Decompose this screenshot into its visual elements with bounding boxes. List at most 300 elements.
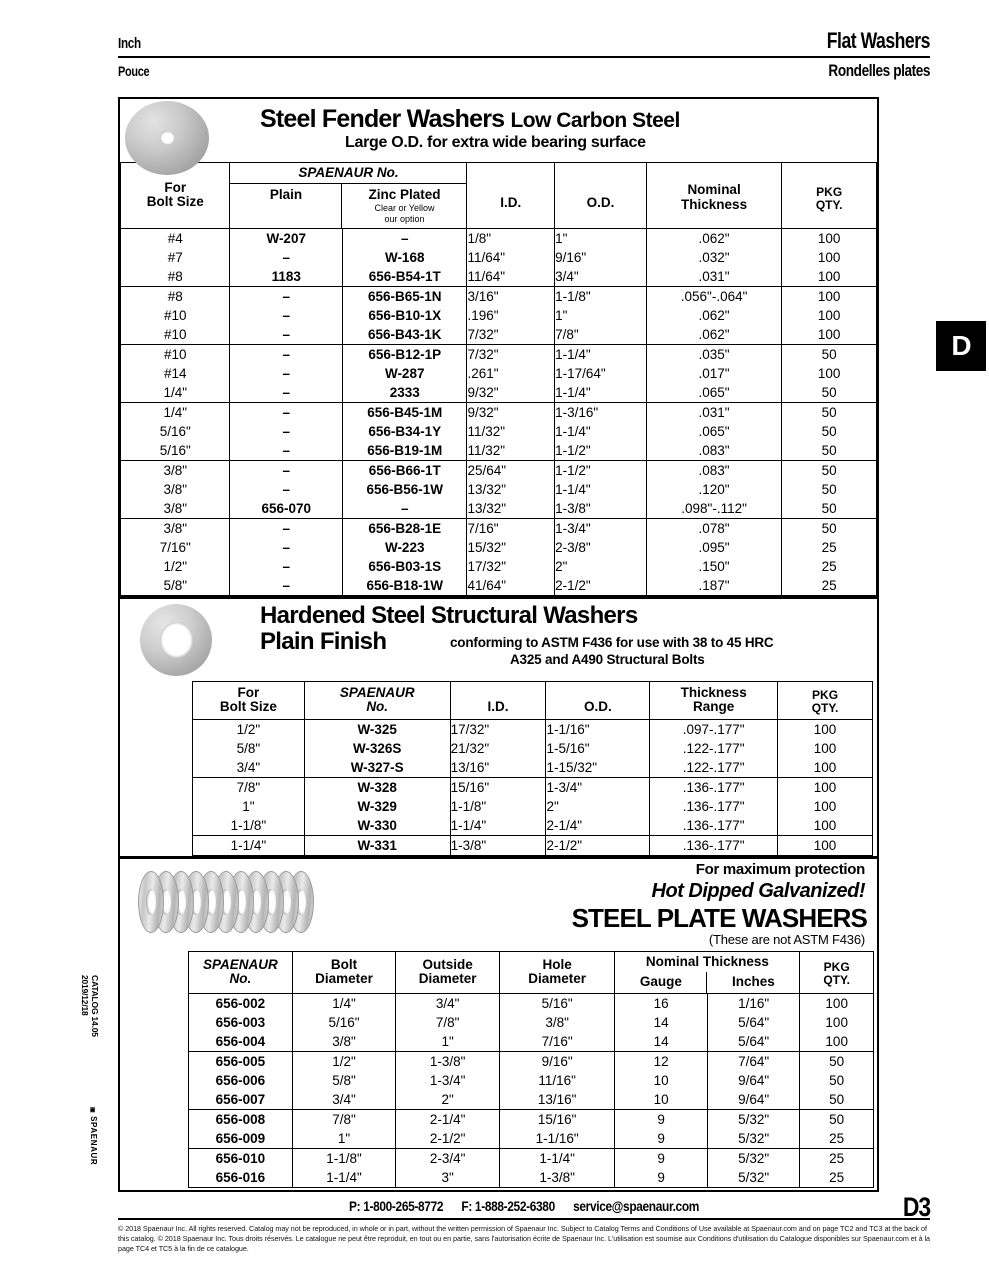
cell-id: 9/32" (467, 383, 555, 403)
cell-od: 1-1/4" (555, 422, 647, 441)
cell-thickness: .031" (646, 267, 782, 287)
cell-thickness: .062" (646, 325, 782, 345)
cell-pkg-qty: 100 (782, 287, 877, 307)
cell-bolt-size: 1-1/4" (193, 836, 305, 856)
cell-bolt-size: 5/16" (121, 422, 230, 441)
cell-pkg-qty: 50 (782, 383, 877, 403)
cell-inches: 5/32" (707, 1149, 800, 1169)
table-row (121, 422, 877, 441)
cell-bolt-diameter: 7/8" (292, 1110, 396, 1130)
cell-zinc-no: 656-B43-1K (342, 325, 467, 345)
table-row (189, 1129, 874, 1149)
cell-thickness-range: .122-.177" (650, 758, 778, 778)
table-row (121, 557, 877, 576)
table-row (121, 538, 877, 557)
cell-gauge: 12 (615, 1052, 708, 1072)
cell-bolt-diameter: 1/4" (292, 994, 396, 1014)
cell-spaenaur-no: 656-016 (189, 1168, 293, 1188)
th-od: O.D. (555, 163, 647, 229)
th3-pkg-qty: PKG QTY. (800, 952, 874, 994)
cell-plain-no: – (230, 441, 342, 461)
cell-thickness: .120" (646, 480, 782, 499)
table-row (121, 287, 877, 307)
footer-email[interactable]: service@spaenaur.com (573, 1198, 699, 1214)
cell-thickness-range: .136-.177" (650, 797, 778, 816)
cell-hole-diameter: 5/16" (499, 994, 614, 1014)
cell-od: 7/8" (555, 325, 647, 345)
section2-note-line2: A325 and A490 Structural Bolts (510, 652, 705, 668)
cell-plain-no: 656-070 (230, 499, 342, 519)
cell-od: 1-5/16" (546, 739, 650, 758)
cell-spaenaur-no: 656-002 (189, 994, 293, 1014)
cell-od: 1-3/8" (555, 499, 647, 519)
section2-title-area (120, 599, 877, 681)
cell-zinc-no: – (342, 499, 467, 519)
th3-outside-diameter: Outside Diameter (396, 952, 500, 994)
cell-outside-diameter: 2-1/4" (396, 1110, 500, 1130)
cell-bolt-size: 3/8" (121, 499, 230, 519)
table-row (189, 1013, 874, 1032)
cell-od: 2-1/2" (555, 576, 647, 596)
cell-pkg-qty: 50 (800, 1090, 874, 1110)
cell-bolt-size: #10 (121, 325, 230, 345)
cell-outside-diameter: 7/8" (396, 1013, 500, 1032)
th-bolt-size: For Bolt Size (121, 163, 230, 229)
cell-od: 2" (555, 557, 647, 576)
table-row (121, 499, 877, 519)
cell-plain-no: – (230, 248, 342, 267)
fender-washer-image (125, 101, 209, 175)
cell-od: 1-3/16" (555, 403, 647, 423)
cell-zinc-no: 656-B19-1M (342, 441, 467, 461)
section2-title-line1: Hardened Steel Structural Washers (260, 602, 638, 630)
cell-plain-no: – (230, 461, 342, 481)
table-row (121, 576, 877, 596)
section1-subtitle: Large O.D. for extra wide bearing surface (345, 134, 646, 151)
cell-bolt-size: 1/4" (121, 403, 230, 423)
cell-bolt-size: #10 (121, 306, 230, 325)
side-catalog-version (80, 975, 100, 1037)
section3-tagline: For maximum protection (695, 861, 865, 879)
cell-bolt-size: 1/2" (121, 557, 230, 576)
cell-thickness: .035" (646, 345, 782, 365)
table-row (121, 248, 877, 267)
cell-pkg-qty: 100 (778, 739, 873, 758)
th2-id: I.D. (450, 682, 546, 720)
cell-id: 1/8" (467, 229, 555, 249)
table-row (193, 816, 873, 836)
cell-bolt-size: 1/4" (121, 383, 230, 403)
cell-thickness: .062" (646, 306, 782, 325)
cell-pkg-qty: 100 (778, 758, 873, 778)
th2-thickness-range: Thickness Range (650, 682, 778, 720)
table-row (189, 1032, 874, 1052)
cell-pkg-qty: 25 (800, 1168, 874, 1188)
cell-bolt-size: #7 (121, 248, 230, 267)
table-row (121, 345, 877, 365)
cell-bolt-diameter: 1-1/8" (292, 1149, 396, 1169)
cell-spaenaur-no: 656-003 (189, 1013, 293, 1032)
footer-phone[interactable]: P: 1-800-265-8772 (349, 1198, 444, 1214)
cell-outside-diameter: 1" (396, 1032, 500, 1052)
table-row (189, 1052, 874, 1072)
side-catalog-number: CATALOG 14.05 (90, 975, 100, 1037)
cell-bolt-size: 3/8" (121, 519, 230, 539)
cell-pkg-qty: 100 (778, 797, 873, 816)
cell-plain-no: 1183 (230, 267, 342, 287)
section2-title-line2: Plain Finish (260, 628, 387, 656)
cell-id: 7/32" (467, 325, 555, 345)
th2-od: O.D. (546, 682, 650, 720)
table-row (189, 1110, 874, 1130)
cell-hole-diameter: 13/16" (499, 1090, 614, 1110)
footer-divider (118, 1218, 930, 1220)
cell-bolt-diameter: 1/2" (292, 1052, 396, 1072)
th2-spaenaur-no: SPAENAUR No. (304, 682, 450, 720)
cell-plain-no: – (230, 576, 342, 596)
cell-pkg-qty: 50 (782, 441, 877, 461)
cell-od: 1" (555, 306, 647, 325)
cell-od: 2-1/4" (546, 816, 650, 836)
table-row (189, 1149, 874, 1169)
cell-pkg-qty: 100 (782, 306, 877, 325)
cell-id: 1-1/4" (450, 816, 546, 836)
table-row (189, 994, 874, 1014)
table-row (193, 778, 873, 798)
cell-thickness: .065" (646, 422, 782, 441)
cell-id: 17/32" (467, 557, 555, 576)
th3-inches: Inches (731, 973, 775, 989)
cell-plain-no: – (230, 519, 342, 539)
cell-bolt-size: 1/2" (193, 720, 305, 740)
cell-spaenaur-no: 656-009 (189, 1129, 293, 1149)
cell-bolt-diameter: 1-1/4" (292, 1168, 396, 1188)
cell-zinc-no: 656-B54-1T (342, 267, 467, 287)
section3-note: (These are not ASTM F436) (708, 932, 865, 948)
cell-bolt-size: #14 (121, 364, 230, 383)
cell-spaenaur-no: W-325 (304, 720, 450, 740)
cell-spaenaur-no: 656-008 (189, 1110, 293, 1130)
cell-hole-diameter: 1-3/8" (499, 1168, 614, 1188)
cell-id: 11/64" (467, 248, 555, 267)
table-row (121, 480, 877, 499)
content-frame (118, 97, 879, 1192)
cell-plain-no: – (230, 422, 342, 441)
cell-od: 9/16" (555, 248, 647, 267)
th-nominal-thickness: Nominal Thickness (646, 163, 782, 229)
cell-spaenaur-no: 656-006 (189, 1071, 293, 1090)
cell-bolt-size: #8 (121, 267, 230, 287)
cell-inches: 7/64" (707, 1052, 800, 1072)
cell-id: 1-1/8" (450, 797, 546, 816)
cell-plain-no: – (230, 345, 342, 365)
cell-spaenaur-no: 656-004 (189, 1032, 293, 1052)
table-row (121, 519, 877, 539)
cell-outside-diameter: 2" (396, 1090, 500, 1110)
cell-zinc-no: 656-B56-1W (342, 480, 467, 499)
cell-inches: 5/64" (707, 1013, 800, 1032)
th3-gauge: Gauge (615, 972, 707, 994)
cell-plain-no: – (230, 557, 342, 576)
cell-plain-no: – (230, 383, 342, 403)
cell-pkg-qty: 25 (782, 538, 877, 557)
footer-page-number: D3 (902, 1192, 930, 1222)
side-catalog-strip (78, 975, 112, 1190)
th-plain: Plain (230, 184, 342, 229)
cell-zinc-no: 656-B18-1W (342, 576, 467, 596)
cell-outside-diameter: 2-1/2" (396, 1129, 500, 1149)
section3-title: STEEL PLATE WASHERS (571, 903, 867, 934)
cell-bolt-size: 3/4" (193, 758, 305, 778)
cell-zinc-no: 656-B45-1M (342, 403, 467, 423)
table-row (189, 1168, 874, 1188)
cell-od: 3/4" (555, 267, 647, 287)
table-row (121, 403, 877, 423)
cell-thickness-range: .097-.177" (650, 720, 778, 740)
cell-zinc-no: W-287 (342, 364, 467, 383)
cell-thickness: .098"-.112" (646, 499, 782, 519)
plate-washers-stack-image (138, 867, 324, 937)
cell-spaenaur-no: W-326S (304, 739, 450, 758)
cell-od: 1-17/64" (555, 364, 647, 383)
cell-id: 1-3/8" (450, 836, 546, 856)
cell-id: 11/32" (467, 441, 555, 461)
table-row (189, 1090, 874, 1110)
table-row (121, 325, 877, 345)
table-row (193, 720, 873, 740)
cell-inches: 1/16" (707, 994, 800, 1014)
cell-bolt-size: 1" (193, 797, 305, 816)
cell-gauge: 9 (615, 1129, 708, 1149)
cell-plain-no: W-207 (230, 229, 342, 249)
cell-od: 1-1/4" (555, 383, 647, 403)
cell-spaenaur-no: 656-010 (189, 1149, 293, 1169)
plate-washers-table (188, 951, 874, 1188)
cell-id: 13/32" (467, 499, 555, 519)
cell-pkg-qty: 50 (800, 1052, 874, 1072)
cell-od: 1" (555, 229, 647, 249)
table3-header-row (189, 952, 874, 994)
th-spaenaur-group: SPAENAUR No. Plain Zinc Plated Clear or Yellow our option (230, 163, 467, 229)
section-hardened-structural-washers (120, 596, 877, 856)
cell-id: 7/32" (467, 345, 555, 365)
cell-inches: 9/64" (707, 1090, 800, 1110)
table-row (121, 267, 877, 287)
cell-id: 13/32" (467, 480, 555, 499)
cell-outside-diameter: 1-3/4" (396, 1071, 500, 1090)
cell-od: 2-3/8" (555, 538, 647, 557)
cell-zinc-no: 656-B66-1T (342, 461, 467, 481)
cell-thickness: .017" (646, 364, 782, 383)
cell-inches: 5/32" (707, 1129, 800, 1149)
cell-od: 1-1/4" (555, 345, 647, 365)
side-catalog-date: 2019/12/18 (79, 975, 90, 1016)
cell-bolt-size: #10 (121, 345, 230, 365)
cell-hole-diameter: 9/16" (499, 1052, 614, 1072)
cell-hole-diameter: 11/16" (499, 1071, 614, 1090)
fender-washers-table (120, 162, 877, 596)
cell-id: 41/64" (467, 576, 555, 596)
th3-bolt-diameter: Bolt Diameter (292, 952, 396, 994)
cell-zinc-no: 656-B03-1S (342, 557, 467, 576)
cell-od: 1-1/4" (555, 480, 647, 499)
header-unit-inch: Inch (118, 35, 141, 52)
th2-bolt-size: For Bolt Size (193, 682, 305, 720)
structural-washers-table (192, 681, 873, 856)
page-footer (118, 1192, 930, 1255)
cell-spaenaur-no: W-331 (304, 836, 450, 856)
footer-legal-text: © 2018 Spaenaur Inc. All rights reserved. Catalog may not be reproduced, in whole or in part, without the written permission of Spaenaur Inc. Subject to Catalog Terms and Conditions of Use available at Spaenaur.com and on page TC2 and TC3 at the back of this catalog. © 2018 Spaenaur Inc. Tous droits réservés. Le catalogue ne peut être reproduit, en tout ou en partie, sans l'autorisation écrite de Spaenaur Inc. L'utilisation est soumise aux Conditions d'utilisation du Catalogue disponibles sur Spaenaur.com et à la page TC4 et TC5 à la fin de ce catalogue. (118, 1224, 930, 1254)
th3-hole-diameter: Hole Diameter (499, 952, 614, 994)
cell-thickness: .150" (646, 557, 782, 576)
cell-hole-diameter: 1-1/16" (499, 1129, 614, 1149)
section-steel-fender-washers (120, 99, 877, 596)
cell-id: 9/32" (467, 403, 555, 423)
cell-thickness: .062" (646, 229, 782, 249)
cell-plain-no: – (230, 287, 342, 307)
cell-pkg-qty: 25 (800, 1149, 874, 1169)
cell-inches: 5/64" (707, 1032, 800, 1052)
header-title-fr: Rondelles plates (828, 61, 930, 80)
th3-nominal-thickness-group: Nominal Thickness Gauge Inches (615, 952, 800, 994)
cell-bolt-size: #8 (121, 287, 230, 307)
cell-bolt-diameter: 3/8" (292, 1032, 396, 1052)
cell-pkg-qty: 50 (782, 403, 877, 423)
cell-bolt-size: 3/8" (121, 461, 230, 481)
th3-spaenaur-no: SPAENAUR No. (189, 952, 293, 994)
cell-plain-no: – (230, 403, 342, 423)
cell-thickness-range: .122-.177" (650, 739, 778, 758)
cell-pkg-qty: 100 (800, 994, 874, 1014)
cell-bolt-diameter: 3/4" (292, 1090, 396, 1110)
cell-zinc-no: W-168 (342, 248, 467, 267)
section3-galvanized-label: Hot Dipped Galvanized! (651, 880, 865, 903)
cell-id: 13/16" (450, 758, 546, 778)
cell-zinc-no: 656-B10-1X (342, 306, 467, 325)
cell-od: 1-1/16" (546, 720, 650, 740)
cell-bolt-size: #4 (121, 229, 230, 249)
cell-zinc-no: W-223 (342, 538, 467, 557)
cell-bolt-diameter: 5/16" (292, 1013, 396, 1032)
side-brand (88, 1107, 98, 1165)
section1-title (260, 105, 680, 134)
table-row (193, 797, 873, 816)
cell-thickness: .056"-.064" (646, 287, 782, 307)
cell-zinc-no: 656-B34-1Y (342, 422, 467, 441)
section1-title-area (120, 99, 877, 162)
header-title-en: Flat Washers (826, 28, 930, 53)
cell-pkg-qty: 25 (782, 576, 877, 596)
cell-thickness-range: .136-.177" (650, 836, 778, 856)
cell-spaenaur-no: W-329 (304, 797, 450, 816)
cell-od: 1-1/2" (555, 461, 647, 481)
cell-od: 1-3/4" (546, 778, 650, 798)
cell-thickness: .083" (646, 441, 782, 461)
cell-gauge: 16 (615, 994, 708, 1014)
cell-thickness-range: .136-.177" (650, 816, 778, 836)
cell-pkg-qty: 25 (800, 1129, 874, 1149)
table-row (121, 461, 877, 481)
cell-pkg-qty: 100 (778, 778, 873, 798)
cell-outside-diameter: 3/4" (396, 994, 500, 1014)
cell-pkg-qty: 100 (782, 364, 877, 383)
cell-spaenaur-no: W-327-S (304, 758, 450, 778)
section2-note-line1: conforming to ASTM F436 for use with 38 to 45 HRC (450, 635, 774, 651)
cell-plain-no: – (230, 480, 342, 499)
page-header (118, 28, 930, 81)
cell-pkg-qty: 100 (800, 1013, 874, 1032)
structural-washer-image (140, 604, 212, 676)
cell-bolt-size: 5/8" (121, 576, 230, 596)
cell-id: 7/16" (467, 519, 555, 539)
cell-thickness: .032" (646, 248, 782, 267)
cell-bolt-size: 5/16" (121, 441, 230, 461)
section-steel-plate-washers (120, 856, 877, 1188)
cell-id: .196" (467, 306, 555, 325)
cell-id: 15/32" (467, 538, 555, 557)
cell-od: 2" (546, 797, 650, 816)
cell-spaenaur-no: 656-005 (189, 1052, 293, 1072)
cell-spaenaur-no: W-330 (304, 816, 450, 836)
cell-od: 2-1/2" (546, 836, 650, 856)
cell-gauge: 14 (615, 1013, 708, 1032)
cell-od: 1-1/8" (555, 287, 647, 307)
cell-thickness: .078" (646, 519, 782, 539)
th2-pkg-qty: PKG QTY. (778, 682, 873, 720)
table-row (193, 758, 873, 778)
cell-plain-no: – (230, 364, 342, 383)
cell-outside-diameter: 1-3/8" (396, 1052, 500, 1072)
cell-hole-diameter: 7/16" (499, 1032, 614, 1052)
cell-gauge: 10 (615, 1071, 708, 1090)
table-row (189, 1071, 874, 1090)
cell-pkg-qty: 100 (782, 325, 877, 345)
cell-outside-diameter: 2-3/4" (396, 1149, 500, 1169)
cell-id: 11/32" (467, 422, 555, 441)
cell-thickness: .031" (646, 403, 782, 423)
cell-gauge: 9 (615, 1149, 708, 1169)
cell-zinc-no: 656-B28-1E (342, 519, 467, 539)
table-row (193, 739, 873, 758)
section1-title-material: Low Carbon Steel (510, 109, 680, 132)
cell-od: 1-3/4" (555, 519, 647, 539)
cell-outside-diameter: 3" (396, 1168, 500, 1188)
cell-hole-diameter: 3/8" (499, 1013, 614, 1032)
cell-zinc-no: – (342, 229, 467, 249)
cell-bolt-diameter: 5/8" (292, 1071, 396, 1090)
cell-pkg-qty: 50 (782, 422, 877, 441)
cell-pkg-qty: 100 (778, 816, 873, 836)
cell-id: 3/16" (467, 287, 555, 307)
section-index-tab-d[interactable]: D (936, 321, 986, 371)
cell-spaenaur-no: 656-007 (189, 1090, 293, 1110)
table-row (121, 441, 877, 461)
table-row (121, 306, 877, 325)
header-divider (118, 56, 930, 58)
section3-title-area (120, 859, 877, 951)
cell-pkg-qty: 50 (800, 1110, 874, 1130)
header-unit-pouce: Pouce (118, 63, 150, 79)
cell-pkg-qty: 100 (782, 267, 877, 287)
cell-bolt-size: 1-1/8" (193, 816, 305, 836)
section1-title-main: Steel Fender Washers (260, 105, 505, 133)
cell-od: 1-1/2" (555, 441, 647, 461)
cell-thickness: .095" (646, 538, 782, 557)
cell-pkg-qty: 100 (782, 229, 877, 249)
cell-plain-no: – (230, 538, 342, 557)
cell-spaenaur-no: W-328 (304, 778, 450, 798)
cell-pkg-qty: 50 (782, 345, 877, 365)
